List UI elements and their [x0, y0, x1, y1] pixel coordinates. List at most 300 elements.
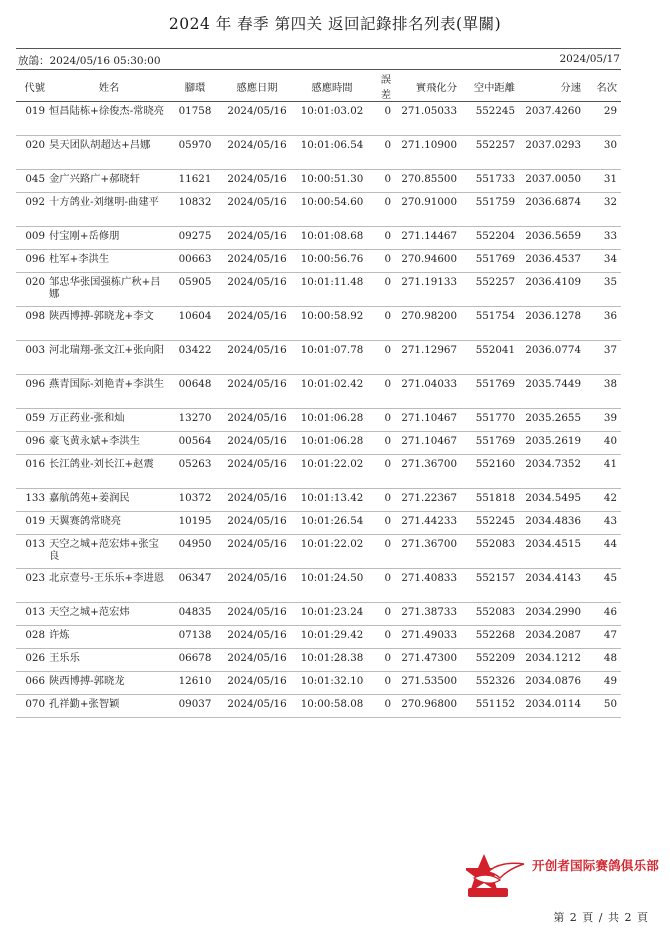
distance-cell-value: 552268 — [475, 629, 515, 641]
error-cell — [371, 603, 399, 626]
speed-cell-value: 2034.4143 — [525, 572, 581, 584]
col-header-error: 誤差 — [371, 71, 399, 102]
error-cell-value: 0 — [384, 515, 391, 527]
name-cell — [49, 489, 169, 512]
table-row — [16, 170, 621, 193]
time-cell-value: 10:01:08.68 — [300, 230, 364, 242]
rank-cell-value: 31 — [603, 173, 617, 185]
distance-cell — [463, 455, 521, 489]
name-cell-value: 陕西博搏-郭晓龙+李文 — [49, 310, 154, 322]
table-row — [16, 409, 621, 432]
name-cell-value: 十方鸽业-刘继明-曲建平 — [49, 196, 159, 208]
flight-cell-value: 271.04033 — [401, 378, 457, 390]
error-cell — [371, 672, 399, 695]
col-header-time: 感應時間 — [293, 71, 371, 102]
ring-cell — [169, 227, 221, 250]
date-cell — [221, 695, 293, 718]
flight-cell — [399, 649, 463, 672]
rank-cell — [587, 672, 621, 695]
flight-cell — [399, 535, 463, 569]
time-cell-value: 10:00:58.92 — [300, 310, 364, 322]
time-cell-value: 10:01:32.10 — [300, 675, 364, 687]
speed-cell — [521, 136, 587, 170]
time-cell — [293, 603, 371, 626]
time-cell — [293, 695, 371, 718]
time-cell — [293, 672, 371, 695]
club-code-cell-value: 013 — [25, 538, 45, 550]
error-cell — [371, 455, 399, 489]
date-cell-value: 2024/05/16 — [227, 458, 287, 470]
time-cell — [293, 341, 371, 375]
name-cell — [49, 512, 169, 535]
ring-cell — [169, 455, 221, 489]
error-cell — [371, 102, 399, 136]
ring-cell — [169, 193, 221, 227]
distance-cell — [463, 227, 521, 250]
distance-cell — [463, 603, 521, 626]
ring-cell — [169, 375, 221, 409]
error-cell — [371, 649, 399, 672]
date-cell-value: 2024/05/16 — [227, 629, 287, 641]
ring-cell-value: 12610 — [178, 675, 212, 687]
rank-cell — [587, 512, 621, 535]
name-cell — [49, 170, 169, 193]
distance-cell-value: 552083 — [475, 538, 515, 550]
ring-cell — [169, 695, 221, 718]
date-cell-value: 2024/05/16 — [227, 652, 287, 664]
flight-cell-value: 271.47300 — [401, 652, 457, 664]
time-cell-value: 10:01:22.02 — [300, 458, 364, 470]
club-code-cell — [16, 341, 49, 375]
club-code-cell — [16, 136, 49, 170]
time-cell — [293, 102, 371, 136]
time-cell-value: 10:01:29.42 — [300, 629, 364, 641]
club-code-cell-value: 096 — [25, 253, 45, 265]
date-cell — [221, 102, 293, 136]
speed-cell — [521, 626, 587, 649]
distance-cell — [463, 535, 521, 569]
date-cell — [221, 193, 293, 227]
time-cell — [293, 489, 371, 512]
time-cell — [293, 227, 371, 250]
date-cell — [221, 569, 293, 603]
col-header-flight: 實飛化分 — [399, 71, 463, 102]
club-code-cell-value: 020 — [25, 276, 45, 288]
time-cell — [293, 409, 371, 432]
date-cell-value: 2024/05/16 — [227, 412, 287, 424]
ring-cell-value: 04835 — [178, 606, 212, 618]
flight-cell — [399, 432, 463, 455]
club-code-cell — [16, 102, 49, 136]
ring-cell — [169, 136, 221, 170]
ring-cell-value: 07138 — [178, 629, 212, 641]
date-cell-value: 2024/05/16 — [227, 253, 287, 265]
error-cell — [371, 432, 399, 455]
club-code-cell-value: 013 — [25, 606, 45, 618]
rank-cell — [587, 432, 621, 455]
error-cell-value: 0 — [384, 492, 391, 504]
club-code-cell — [16, 409, 49, 432]
ring-cell-value: 05970 — [178, 139, 212, 151]
ring-cell — [169, 102, 221, 136]
rank-cell — [587, 535, 621, 569]
name-cell-value: 陕西博搏-郭晓龙 — [49, 675, 125, 687]
distance-cell-value: 552245 — [475, 515, 515, 527]
speed-cell — [521, 227, 587, 250]
time-cell — [293, 512, 371, 535]
date-cell — [221, 489, 293, 512]
pioneer-logo-icon — [466, 852, 528, 900]
flight-cell-value: 271.36700 — [401, 538, 457, 550]
ring-cell-value: 06347 — [178, 572, 212, 584]
col-header-date: 感應日期 — [221, 71, 293, 102]
date-cell-value: 2024/05/16 — [227, 698, 287, 710]
club-code-cell-value: 023 — [25, 572, 45, 584]
distance-cell — [463, 672, 521, 695]
speed-cell — [521, 409, 587, 432]
date-cell — [221, 455, 293, 489]
club-code-cell-value: 098 — [25, 310, 45, 322]
distance-cell — [463, 409, 521, 432]
error-cell-value: 0 — [384, 435, 391, 447]
speed-cell-value: 2036.0774 — [525, 344, 581, 356]
club-name: 开创者国际赛鸽俱乐部 — [532, 858, 660, 873]
distance-cell — [463, 649, 521, 672]
club-code-cell — [16, 489, 49, 512]
club-code-cell — [16, 695, 49, 718]
flight-cell — [399, 672, 463, 695]
error-cell — [371, 535, 399, 569]
rank-cell — [587, 603, 621, 626]
date-cell — [221, 341, 293, 375]
time-cell-value: 10:01:06.28 — [300, 412, 364, 424]
date-cell — [221, 170, 293, 193]
error-cell — [371, 227, 399, 250]
name-cell — [49, 409, 169, 432]
flight-cell — [399, 341, 463, 375]
error-cell — [371, 250, 399, 273]
flight-cell — [399, 170, 463, 193]
club-code-cell-value: 092 — [25, 196, 45, 208]
name-cell — [49, 626, 169, 649]
time-cell — [293, 273, 371, 307]
date-cell — [221, 136, 293, 170]
name-cell — [49, 193, 169, 227]
name-cell-value: 北京壹号-王乐乐+李进恩 — [49, 572, 165, 584]
error-cell — [371, 307, 399, 341]
ring-cell — [169, 409, 221, 432]
distance-cell — [463, 102, 521, 136]
error-cell-value: 0 — [384, 458, 391, 470]
speed-cell — [521, 489, 587, 512]
table-row — [16, 603, 621, 626]
error-cell — [371, 170, 399, 193]
flight-cell — [399, 512, 463, 535]
club-code-cell-value: 096 — [25, 435, 45, 447]
club-code-cell — [16, 603, 49, 626]
error-cell — [371, 409, 399, 432]
header-divider-bottom — [16, 69, 621, 70]
date-cell-value: 2024/05/16 — [227, 492, 287, 504]
date-cell — [221, 512, 293, 535]
name-cell — [49, 569, 169, 603]
rank-cell-value: 38 — [603, 378, 617, 390]
ring-cell — [169, 273, 221, 307]
speed-cell — [521, 273, 587, 307]
speed-cell-value: 2036.6874 — [525, 196, 581, 208]
club-code-cell-value: 096 — [25, 378, 45, 390]
flight-cell — [399, 193, 463, 227]
table-row — [16, 250, 621, 273]
ring-cell-value: 05905 — [178, 276, 212, 288]
date-cell-value: 2024/05/16 — [227, 196, 287, 208]
error-cell — [371, 136, 399, 170]
speed-cell — [521, 695, 587, 718]
distance-cell-value: 551769 — [475, 378, 515, 390]
table-row — [16, 227, 621, 250]
col-header-rank: 名次 — [587, 71, 621, 102]
date-cell-value: 2024/05/16 — [227, 310, 287, 322]
distance-cell — [463, 375, 521, 409]
distance-cell — [463, 136, 521, 170]
rank-cell — [587, 307, 621, 341]
club-code-cell — [16, 512, 49, 535]
rank-cell-value: 39 — [603, 412, 617, 424]
date-cell-value: 2024/05/16 — [227, 173, 287, 185]
rank-cell-value: 33 — [603, 230, 617, 242]
time-cell — [293, 250, 371, 273]
rank-cell-value: 36 — [603, 310, 617, 322]
ring-cell — [169, 489, 221, 512]
col-header-ring: 腳環 — [169, 71, 221, 102]
club-code-cell-value: 009 — [25, 230, 45, 242]
ring-cell — [169, 307, 221, 341]
rank-cell — [587, 409, 621, 432]
flight-cell-value: 270.98200 — [401, 310, 457, 322]
time-cell — [293, 455, 371, 489]
date-cell — [221, 250, 293, 273]
error-cell-value: 0 — [384, 310, 391, 322]
error-cell-value: 0 — [384, 105, 391, 117]
date-cell-value: 2024/05/16 — [227, 378, 287, 390]
name-cell — [49, 227, 169, 250]
speed-cell — [521, 535, 587, 569]
flight-cell-value: 271.53500 — [401, 675, 457, 687]
error-cell-value: 0 — [384, 344, 391, 356]
table-row — [16, 569, 621, 603]
rank-cell-value: 37 — [603, 344, 617, 356]
ring-cell-value: 10832 — [178, 196, 212, 208]
speed-cell — [521, 603, 587, 626]
speed-cell — [521, 193, 587, 227]
ring-cell — [169, 341, 221, 375]
speed-cell — [521, 569, 587, 603]
time-cell-value: 10:01:11.48 — [300, 276, 364, 288]
speed-cell — [521, 307, 587, 341]
club-code-cell — [16, 273, 49, 307]
club-code-cell-value: 016 — [25, 458, 45, 470]
table-row — [16, 136, 621, 170]
time-cell-value: 10:01:06.28 — [300, 435, 364, 447]
error-cell-value: 0 — [384, 698, 391, 710]
distance-cell-value: 552160 — [475, 458, 515, 470]
speed-cell-value: 2035.2655 — [525, 412, 581, 424]
error-cell-value: 0 — [384, 230, 391, 242]
flight-cell — [399, 409, 463, 432]
rank-cell — [587, 227, 621, 250]
time-cell-value: 10:01:26.54 — [300, 515, 364, 527]
name-cell — [49, 535, 169, 569]
release-time: 放鴿：2024/05/16 05:30:00 — [18, 55, 161, 67]
date-cell-value: 2024/05/16 — [227, 515, 287, 527]
club-code-cell — [16, 307, 49, 341]
date-cell — [221, 273, 293, 307]
name-cell — [49, 102, 169, 136]
ring-cell — [169, 626, 221, 649]
rank-cell — [587, 569, 621, 603]
ring-cell — [169, 649, 221, 672]
error-cell-value: 0 — [384, 538, 391, 550]
name-cell — [49, 672, 169, 695]
flight-cell — [399, 307, 463, 341]
date-cell-value: 2024/05/16 — [227, 675, 287, 687]
col-header-speed: 分速 — [521, 71, 587, 102]
distance-cell-value: 551818 — [475, 492, 515, 504]
rank-cell — [587, 193, 621, 227]
table-header-row — [16, 71, 621, 102]
table-row — [16, 649, 621, 672]
distance-cell — [463, 250, 521, 273]
rank-cell-value: 29 — [603, 105, 617, 117]
date-cell — [221, 307, 293, 341]
table-row — [16, 455, 621, 489]
name-cell-value: 嘉航鸽苑+姜润民 — [49, 492, 130, 504]
flight-cell — [399, 227, 463, 250]
error-cell-value: 0 — [384, 276, 391, 288]
ring-cell-value: 10372 — [178, 492, 212, 504]
rank-cell-value: 49 — [603, 675, 617, 687]
time-cell — [293, 193, 371, 227]
name-cell-value: 王乐乐 — [49, 652, 80, 664]
date-cell-value: 2024/05/16 — [227, 344, 287, 356]
date-cell-value: 2024/05/16 — [227, 276, 287, 288]
name-cell-value: 万正药业-张和灿 — [49, 412, 125, 424]
date-cell-value: 2024/05/16 — [227, 105, 287, 117]
time-cell — [293, 375, 371, 409]
speed-cell-value: 2037.0050 — [525, 173, 581, 185]
flight-cell — [399, 273, 463, 307]
error-cell-value: 0 — [384, 253, 391, 265]
distance-cell — [463, 341, 521, 375]
ring-cell — [169, 432, 221, 455]
club-code-cell — [16, 170, 49, 193]
club-code-cell — [16, 227, 49, 250]
flight-cell — [399, 489, 463, 512]
speed-cell-value: 2035.7449 — [525, 378, 581, 390]
speed-cell — [521, 672, 587, 695]
name-cell — [49, 307, 169, 341]
rank-cell — [587, 489, 621, 512]
error-cell-value: 0 — [384, 606, 391, 618]
table-row — [16, 341, 621, 375]
error-cell-value: 0 — [384, 629, 391, 641]
club-code-cell — [16, 375, 49, 409]
club-code-cell — [16, 626, 49, 649]
club-code-cell — [16, 455, 49, 489]
rank-cell — [587, 170, 621, 193]
name-cell-value: 付宝刚+岳修朋 — [49, 230, 120, 242]
date-cell — [221, 227, 293, 250]
flight-cell-value: 271.19133 — [401, 276, 457, 288]
speed-cell-value: 2034.7352 — [525, 458, 581, 470]
distance-cell-value: 552245 — [475, 105, 515, 117]
error-cell-value: 0 — [384, 173, 391, 185]
club-code-cell — [16, 250, 49, 273]
date-cell — [221, 672, 293, 695]
table-row — [16, 626, 621, 649]
flight-cell — [399, 626, 463, 649]
name-cell — [49, 375, 169, 409]
time-cell-value: 10:01:03.02 — [300, 105, 364, 117]
ring-cell-value: 13270 — [178, 412, 212, 424]
flight-cell — [399, 136, 463, 170]
name-cell — [49, 273, 169, 307]
distance-cell — [463, 273, 521, 307]
error-cell — [371, 569, 399, 603]
club-code-cell-value: 020 — [25, 139, 45, 151]
error-cell — [371, 341, 399, 375]
club-code-cell — [16, 535, 49, 569]
speed-cell — [521, 341, 587, 375]
speed-cell-value: 2036.5659 — [525, 230, 581, 242]
speed-cell-value: 2034.2990 — [525, 606, 581, 618]
time-cell-value: 10:01:06.54 — [300, 139, 364, 151]
name-cell-value: 杜军+李洪生 — [49, 253, 110, 265]
table-row — [16, 535, 621, 569]
name-cell — [49, 455, 169, 489]
col-header-distance: 空中距離 — [463, 71, 521, 102]
name-cell — [49, 250, 169, 273]
club-code-cell-value: 003 — [25, 344, 45, 356]
rank-cell-value: 40 — [603, 435, 617, 447]
rank-cell — [587, 649, 621, 672]
name-cell-value: 长江鸽业-刘长江+赵震 — [49, 458, 154, 470]
rank-cell — [587, 455, 621, 489]
time-cell-value: 10:00:54.60 — [300, 196, 364, 208]
date-cell-value: 2024/05/16 — [227, 435, 287, 447]
flight-cell — [399, 250, 463, 273]
name-cell — [49, 136, 169, 170]
club-code-cell — [16, 193, 49, 227]
flight-cell — [399, 695, 463, 718]
ring-cell — [169, 512, 221, 535]
distance-cell — [463, 193, 521, 227]
flight-cell-value: 271.36700 — [401, 458, 457, 470]
flight-cell-value: 271.05033 — [401, 105, 457, 117]
table-row — [16, 672, 621, 695]
date-cell-value: 2024/05/16 — [227, 230, 287, 242]
speed-cell-value: 2034.5495 — [525, 492, 581, 504]
name-cell-value: 金广兴路广+郝晓轩 — [49, 173, 141, 185]
date-cell — [221, 409, 293, 432]
name-cell-value: 昊天团队胡超达+吕娜 — [49, 139, 151, 151]
distance-cell-value: 551152 — [475, 698, 515, 710]
ring-cell — [169, 535, 221, 569]
error-cell — [371, 273, 399, 307]
table-row — [16, 432, 621, 455]
header-divider-top — [16, 48, 621, 49]
table-row — [16, 512, 621, 535]
